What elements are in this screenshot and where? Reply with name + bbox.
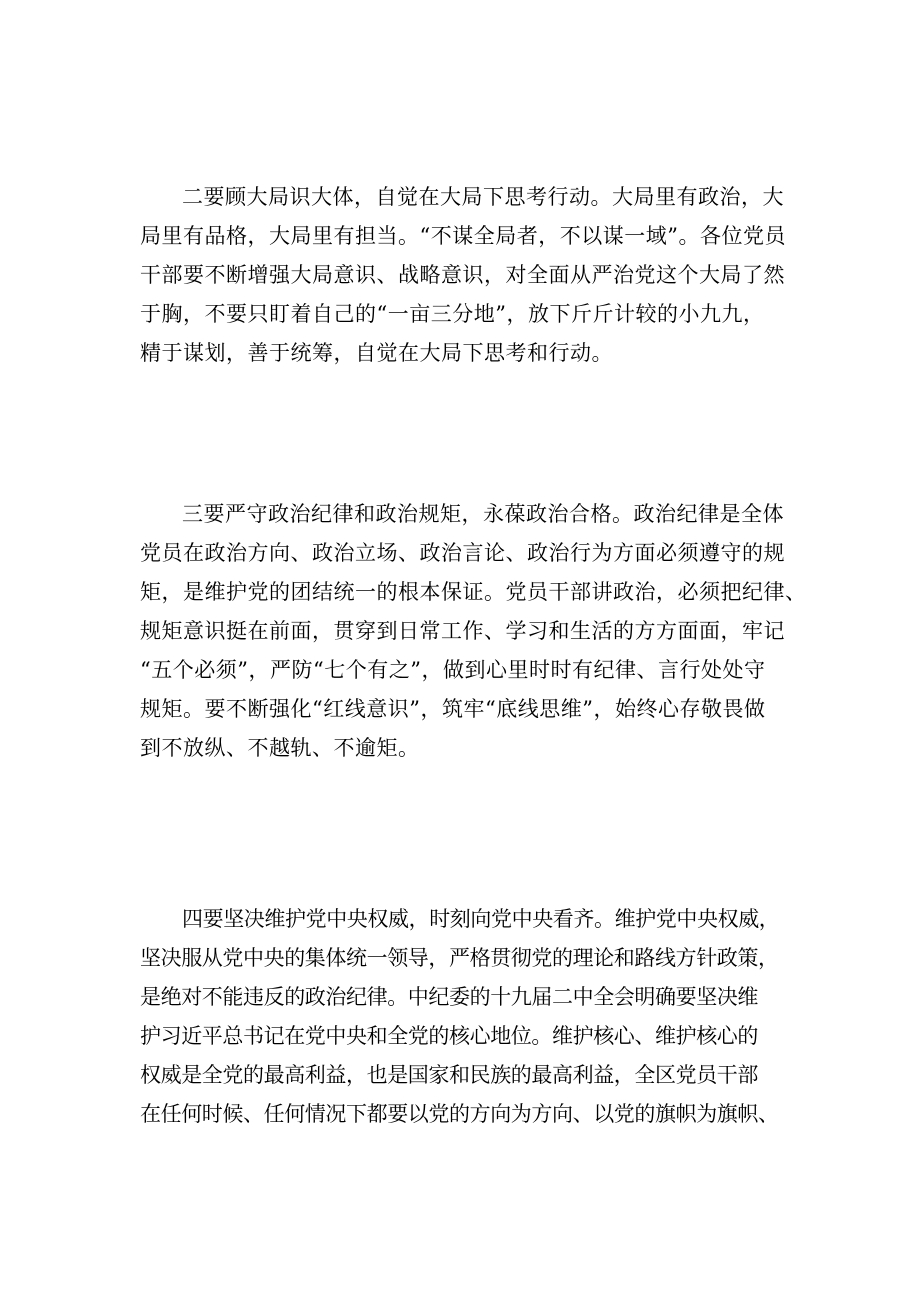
paragraph-line: 权威是全党的最高利益，也是国家和民族的最高利益，全区党员干部 bbox=[140, 1063, 758, 1087]
paragraph-line: 党员在政治方向、政治立场、政治言论、政治行为方面必须遵守的规 bbox=[140, 541, 785, 565]
paragraph-line: 精于谋划，善于统筹，自觉在大局下思考和行动。 bbox=[140, 341, 613, 365]
paragraph-3 bbox=[140, 495, 807, 768]
paragraph-line: 坚决服从党中央的集体统一领导，严格贯彻党的理论和路线方针政策， bbox=[140, 946, 779, 970]
paragraph-2 bbox=[140, 178, 786, 373]
paragraph-4 bbox=[140, 900, 780, 1134]
paragraph-line: 到不放纵、不越轨、不逾矩。 bbox=[140, 736, 420, 760]
paragraph-line: 局里有品格，大局里有担当。“不谋全局者，不以谋一域”。各位党员 bbox=[140, 224, 786, 248]
paragraph-line: 三要严守政治纪律和政治规矩，永葆政治合格。政治纪律是全体 bbox=[182, 502, 784, 526]
paragraph-line: 于胸，不要只盯着自己的“一亩三分地”，放下斤斤计较的小九九， bbox=[140, 302, 765, 326]
paragraph-line: 矩，是维护党的团结统一的根本保证。党员干部讲政治，必须把纪律、 bbox=[140, 580, 807, 604]
paragraph-line: 干部要不断增强大局意识、战略意识，对全面从严治党这个大局了然 bbox=[140, 263, 785, 287]
paragraph-line: 护习近平总书记在党中央和全党的核心地位。维护核心、维护核心的 bbox=[140, 1024, 758, 1048]
paragraph-line: 在任何时候、任何情况下都要以党的方向为方向、以党的旗帜为旗帜、 bbox=[140, 1102, 779, 1126]
paragraph-line: “五个必须”，严防“七个有之”，做到心里时时有纪律、言行处处守 bbox=[140, 658, 766, 682]
paragraph-line: 二要顾大局识大体，自觉在大局下思考行动。大局里有政治，大 bbox=[182, 185, 784, 209]
paragraph-line: 四要坚决维护党中央权威，时刻向党中央看齐。维护党中央权威， bbox=[182, 907, 780, 931]
paragraph-line: 规矩意识挺在前面，贯穿到日常工作、学习和生活的方方面面，牢记 bbox=[140, 619, 785, 643]
paragraph-line: 规矩。要不断强化“红线意识”，筑牢“底线思维”，始终心存敬畏做 bbox=[140, 697, 766, 721]
paragraph-line: 是绝对不能违反的政治纪律。中纪委的十九届二中全会明确要坚决维 bbox=[140, 985, 758, 1009]
